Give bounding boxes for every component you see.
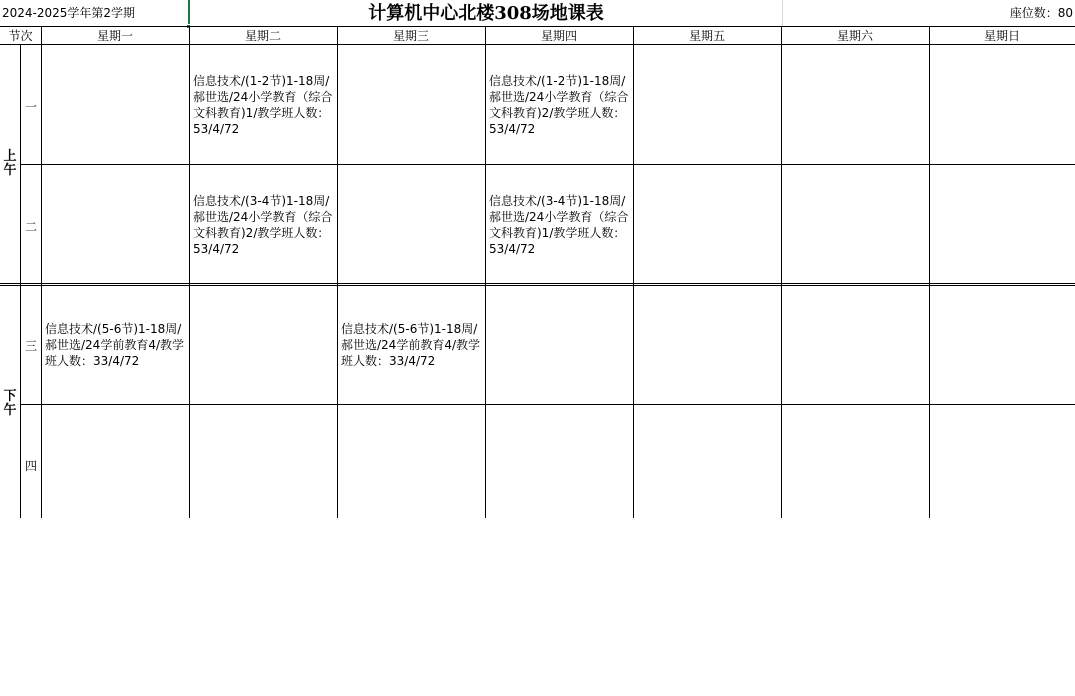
header-friday[interactable]: 星期五 <box>688 29 725 43</box>
page-title[interactable]: 计算机中心北楼308场地课表 <box>368 3 604 24</box>
header-wednesday[interactable]: 星期三 <box>392 29 429 43</box>
grid-col-line-1 <box>41 27 42 518</box>
header-tuesday[interactable]: 星期二 <box>244 29 281 43</box>
grid-line-p1-label <box>20 164 41 165</box>
grid-line-p3 <box>20 404 1075 405</box>
grid-col-line-6 <box>781 27 782 518</box>
course-cell-p3-wednesday[interactable]: 信息技术/(5-6节)1-18周/郝世选/24学前教育4/教学班人数：33/4/72 <box>341 322 480 368</box>
course-cell-p2-thursday[interactable]: 信息技术/(3-4节)1-18周/郝世选/24小学教育（综合文科教育)1/教学班人数：53/4/72 <box>489 194 629 256</box>
grid-col-line-3 <box>337 27 338 518</box>
period-1-label[interactable]: 一 <box>24 100 37 114</box>
course-cell-p1-thursday[interactable]: 信息技术/(1-2节)1-18周/郝世选/24小学教育（综合文科教育)2/教学班人数：53/4/72 <box>489 74 629 136</box>
grid-line-noon-2 <box>0 285 1075 286</box>
session-morning[interactable] <box>0 150 20 178</box>
session-afternoon-label: 下午 <box>3 389 17 418</box>
grid-line-noon <box>0 283 1075 284</box>
session-afternoon[interactable] <box>0 390 20 418</box>
seat-count[interactable]: 座位数：80 <box>1009 6 1073 20</box>
grid-line-p1 <box>41 164 1075 165</box>
period-2-label[interactable]: 二 <box>24 220 37 234</box>
grid-col-line-5 <box>633 27 634 518</box>
period-3-label[interactable]: 三 <box>24 339 37 353</box>
header-sunday[interactable]: 星期日 <box>983 29 1020 43</box>
grid-col-line-7 <box>929 27 930 518</box>
course-cell-p1-tuesday[interactable]: 信息技术/(1-2节)1-18周/郝世选/24小学教育（综合文科教育)1/教学班人数：53/4/72 <box>193 74 333 136</box>
cell-selection-border <box>188 0 190 27</box>
session-morning-label: 上午 <box>3 149 17 178</box>
header-thursday[interactable]: 星期四 <box>540 29 577 43</box>
header-saturday[interactable]: 星期六 <box>836 29 873 43</box>
course-cell-p3-monday[interactable]: 信息技术/(5-6节)1-18周/郝世选/24学前教育4/教学班人数：33/4/72 <box>45 322 184 368</box>
grid-col-line-0 <box>20 44 21 518</box>
course-cell-p2-tuesday[interactable]: 信息技术/(3-4节)1-18周/郝世选/24小学教育（综合文科教育)2/教学班人数：53/4/72 <box>193 194 333 256</box>
header-monday[interactable]: 星期一 <box>96 29 133 43</box>
header-period[interactable]: 节次 <box>8 29 33 43</box>
semester-label[interactable]: 2024-2025学年第2学期 <box>2 6 136 20</box>
period-4-label[interactable]: 四 <box>24 459 37 473</box>
